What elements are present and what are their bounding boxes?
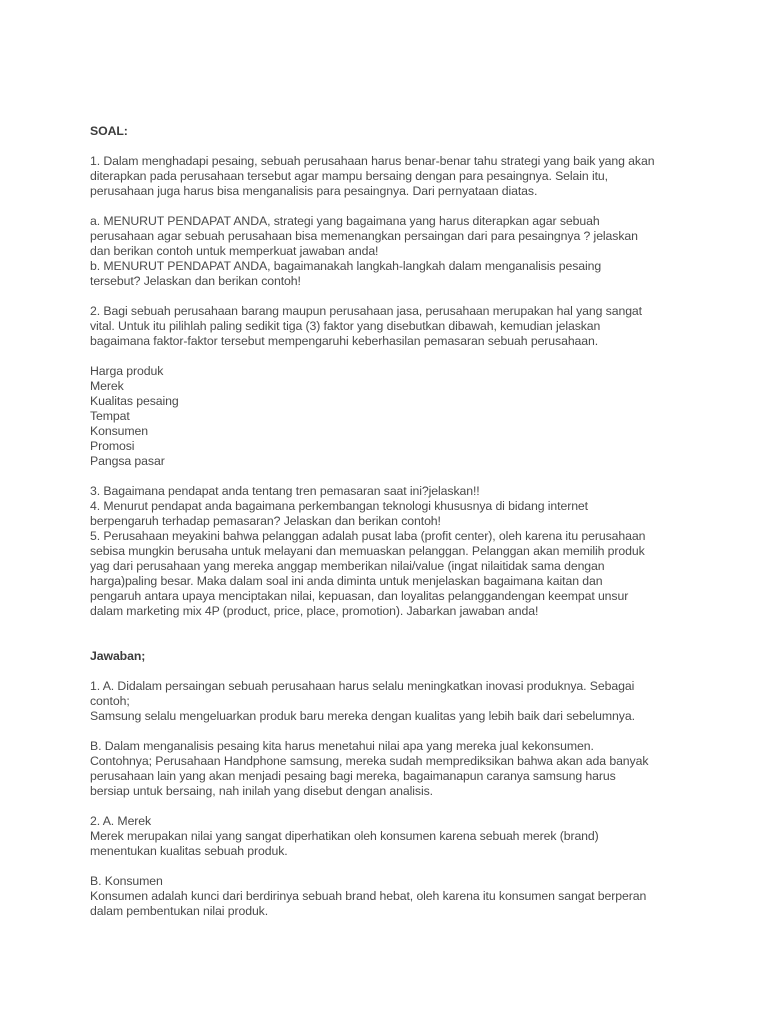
spacer [90,139,690,154]
spacer [90,859,690,874]
factor-list [90,364,690,469]
text-line: harga)paling besar. Maka dalam soal ini anda diminta untuk menjelaskan bagaimana kaitan dan [90,574,603,588]
spacer [90,349,690,364]
text-line: 5. Perusahaan meyakini bahwa pelanggan adalah pusat laba (profit center), oleh karena itu perusahaan [90,529,646,543]
questions-3-4-5 [90,484,690,619]
list-item: Merek [90,379,124,393]
list-item: Tempat [90,409,130,423]
text-line: diterapkan pada perusahaan tersebut agar mampu bersaing dengan para pesaingnya. Selain itu, [90,169,608,183]
text-line: bersiap untuk bersaing, nah inilah yang disebut dengan analisis. [90,784,433,798]
text-line: bagaimana faktor-faktor tersebut mempengaruhi keberhasilan pemasaran sebuah perusahaan. [90,334,599,348]
text-line: 1. Dalam menghadapi pesaing, sebuah perusahaan harus benar-benar tahu strategi yang baik yang akan [90,154,655,168]
list-item: Kualitas pesaing [90,394,179,408]
text-line: dalam marketing mix 4P (product, price, place, promotion). Jabarkan jawaban anda! [90,604,539,618]
answer-1a [90,679,690,724]
spacer [90,469,690,484]
text-line: a. MENURUT PENDAPAT ANDA, strategi yang bagaimana yang harus diterapkan agar sebuah [90,214,600,228]
text-line: vital. Untuk itu pilihlah paling sedikit tiga (3) faktor yang disebutkan dibawah, kemudian jelaskan [90,319,601,333]
text-line: pengaruh antara upaya menciptakan nilai, kepuasan, dan loyalitas pelanggandengan keempat unsur [90,589,629,603]
text-line: b. MENURUT PENDAPAT ANDA, bagaimanakah langkah-langkah dalam menganalisis pesaing [90,259,602,273]
text-line: perusahaan juga harus bisa menganalisis para pesaingnya. Dari pernyataan diatas. [90,184,538,198]
text-line: Contohnya; Perusahaan Handphone samsung, mereka sudah memprediksikan bahwa akan ada banyak [90,754,649,768]
question-1 [90,154,690,199]
text-line: B. Dalam menganalisis pesaing kita harus menetahui nilai apa yang mereka jual kekonsumen. [90,739,594,753]
list-item: Harga produk [90,364,164,378]
spacer [90,199,690,214]
spacer [90,799,690,814]
text-line: Konsumen adalah kunci dari berdirinya sebuah brand hebat, oleh karena itu konsumen sangat berperan [90,889,647,903]
question-2 [90,304,690,349]
list-item: Konsumen [90,424,148,438]
text-line: 4. Menurut pendapat anda bagaimana perkembangan teknologi khususnya di bidang internet [90,499,588,513]
text-line: 2. A. Merek [90,814,152,828]
spacer [90,619,690,649]
question-1-parts [90,214,690,289]
text-line: dalam pembentukan nilai produk. [90,904,269,918]
text-line: B. Konsumen [90,874,163,888]
jawaban-heading: Jawaban; [90,649,146,663]
list-item: Pangsa pasar [90,454,165,468]
text-line: perusahaan agar sebuah perusahaan bisa memenangkan persaingan dari para pesaingnya ? jelaskan [90,229,638,243]
document-page [90,124,690,919]
text-line: Samsung selalu mengeluarkan produk baru mereka dengan kualitas yang lebih baik dari sebelumnya. [90,709,635,723]
spacer [90,664,690,679]
soal-heading: SOAL: [90,124,128,138]
text-line: perusahaan lain yang akan menjadi pesaing bagi mereka, bagaimanapun caranya samsung harus [90,769,616,783]
text-line: 3. Bagaimana pendapat anda tentang tren pemasaran saat ini?jelaskan!! [90,484,480,498]
list-item: Promosi [90,439,135,453]
text-line: dan berikan contoh untuk memperkuat jawaban anda! [90,244,379,258]
answer-1b [90,739,690,799]
text-line: Merek merupakan nilai yang sangat diperhatikan oleh konsumen karena sebuah merek (brand) [90,829,599,843]
text-line: sebisa mungkin berusaha untuk melayani dan memuaskan pelanggan. Pelanggan akan memilih produk [90,544,645,558]
spacer [90,289,690,304]
text-line: yag dari perusahaan yang mereka anggap memberikan nilai/value (ingat nilaitidak sama dengan [90,559,605,573]
answer-2a [90,814,690,859]
text-line: tersebut? Jelaskan dan berikan contoh! [90,274,301,288]
text-line: menentukan kualitas sebuah produk. [90,844,288,858]
text-line: 1. A. Didalam persaingan sebuah perusahaan harus selalu meningkatkan inovasi produknya. Sebagai [90,679,635,693]
text-line: berpengaruh terhadap pemasaran? Jelaskan dan berikan contoh! [90,514,441,528]
text-line: contoh; [90,694,130,708]
answer-2b [90,874,690,919]
spacer [90,724,690,739]
text-line: 2. Bagi sebuah perusahaan barang maupun perusahaan jasa, perusahaan merupakan hal yang sangat [90,304,642,318]
